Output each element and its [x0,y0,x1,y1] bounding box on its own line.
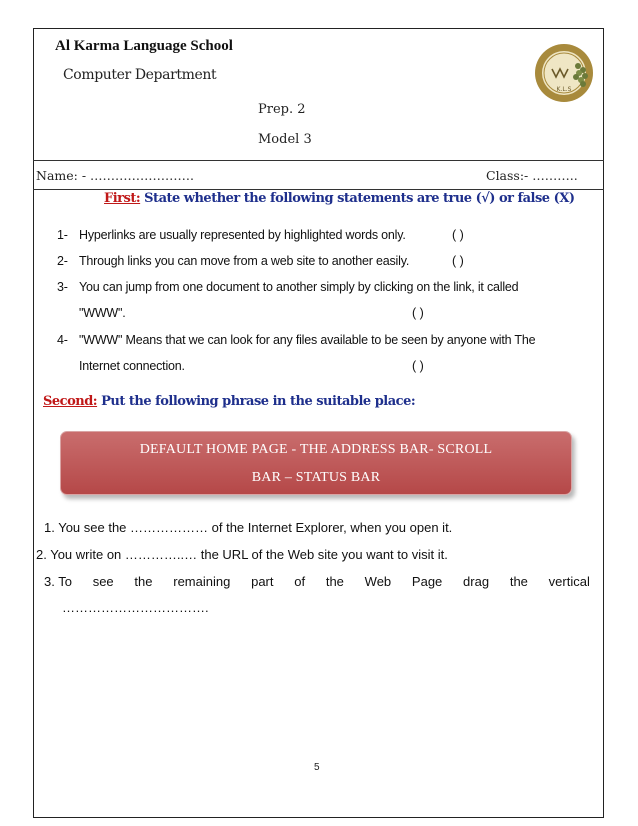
fill-item-3-word: the [509,574,528,589]
answer-box: ( ) [452,228,464,242]
department-name: Computer Department [63,67,217,83]
question-number: 4- [57,333,68,347]
fill-item-1: 1. You see the ……………… of the Internet Explorer, when you open it. [44,520,453,535]
page-number: 5 [314,762,320,773]
fill-item-3-word: part [251,574,274,589]
question-text: Through links you can move from a web site to another easily. [79,254,410,268]
question-3-continuation: "WWW". [79,306,126,320]
section1-heading [104,191,574,206]
fill-item-3-word: the [325,574,344,589]
page-border [33,28,604,818]
question-text: You can jump from one document to another simply by clicking on the link, it called [79,280,519,294]
fill-item-3-word: see [92,574,114,589]
question-number: 3- [57,280,68,294]
question-4-continuation: Internet connection. [79,359,185,373]
section1-heading-text: State whether the following statements are true (√) or false (X) [144,191,575,206]
school-name: Al Karma Language School [55,38,233,54]
word-bank-line-2: BAR – STATUS BAR [251,470,381,485]
level-label: Prep. 2 [258,102,306,117]
fill-item-3-word: 3. To [44,574,72,589]
answer-box: ( ) [452,254,464,268]
student-name-field: Name: - ……………………. [36,168,194,183]
fill-item-3-word: Web [364,574,392,589]
fill-item-3-word: drag [463,574,490,589]
fill-item-2: 2. You write on …………..… the URL of the Web site you want to visit it. [36,547,448,562]
svg-text:K.L.S: K.L.S [556,86,572,93]
fill-item-3-word: Page [411,574,443,589]
question-2 [57,254,409,268]
question-3 [57,280,518,294]
school-logo-icon [530,42,598,104]
model-label: Model 3 [258,132,312,147]
word-bank-line-1: DEFAULT HOME PAGE - THE ADDRESS BAR- SCROLL [139,442,493,457]
question-1 [57,228,406,242]
student-class-field: Class:- ……….. [486,168,578,183]
word-bank-banner [60,431,572,495]
answer-box: ( ) [412,359,424,373]
divider-bottom [33,189,604,190]
section2-heading-text: Put the following phrase in the suitable place: [101,394,416,409]
fill-item-3-word: the [134,574,153,589]
section2-heading-lead: Second: [43,394,98,409]
question-text: "WWW" Means that we can look for any files available to be seen by anyone with The [79,333,536,347]
fill-item-3-word: of [294,574,306,589]
question-number: 2- [57,254,68,268]
question-text: Hyperlinks are usually represented by highlighted words only. [79,228,406,242]
section1-heading-lead: First: [104,191,141,206]
fill-item-3-word: remaining [173,574,231,589]
answer-box: ( ) [412,306,424,320]
section2-heading [43,394,415,409]
fill-item-3-word: vertical [548,574,590,589]
fill-item-3-continuation: ……………………………. [62,600,209,615]
question-4 [57,333,535,347]
fill-item-3 [44,574,590,589]
question-number: 1- [57,228,68,242]
divider-top [33,160,604,161]
